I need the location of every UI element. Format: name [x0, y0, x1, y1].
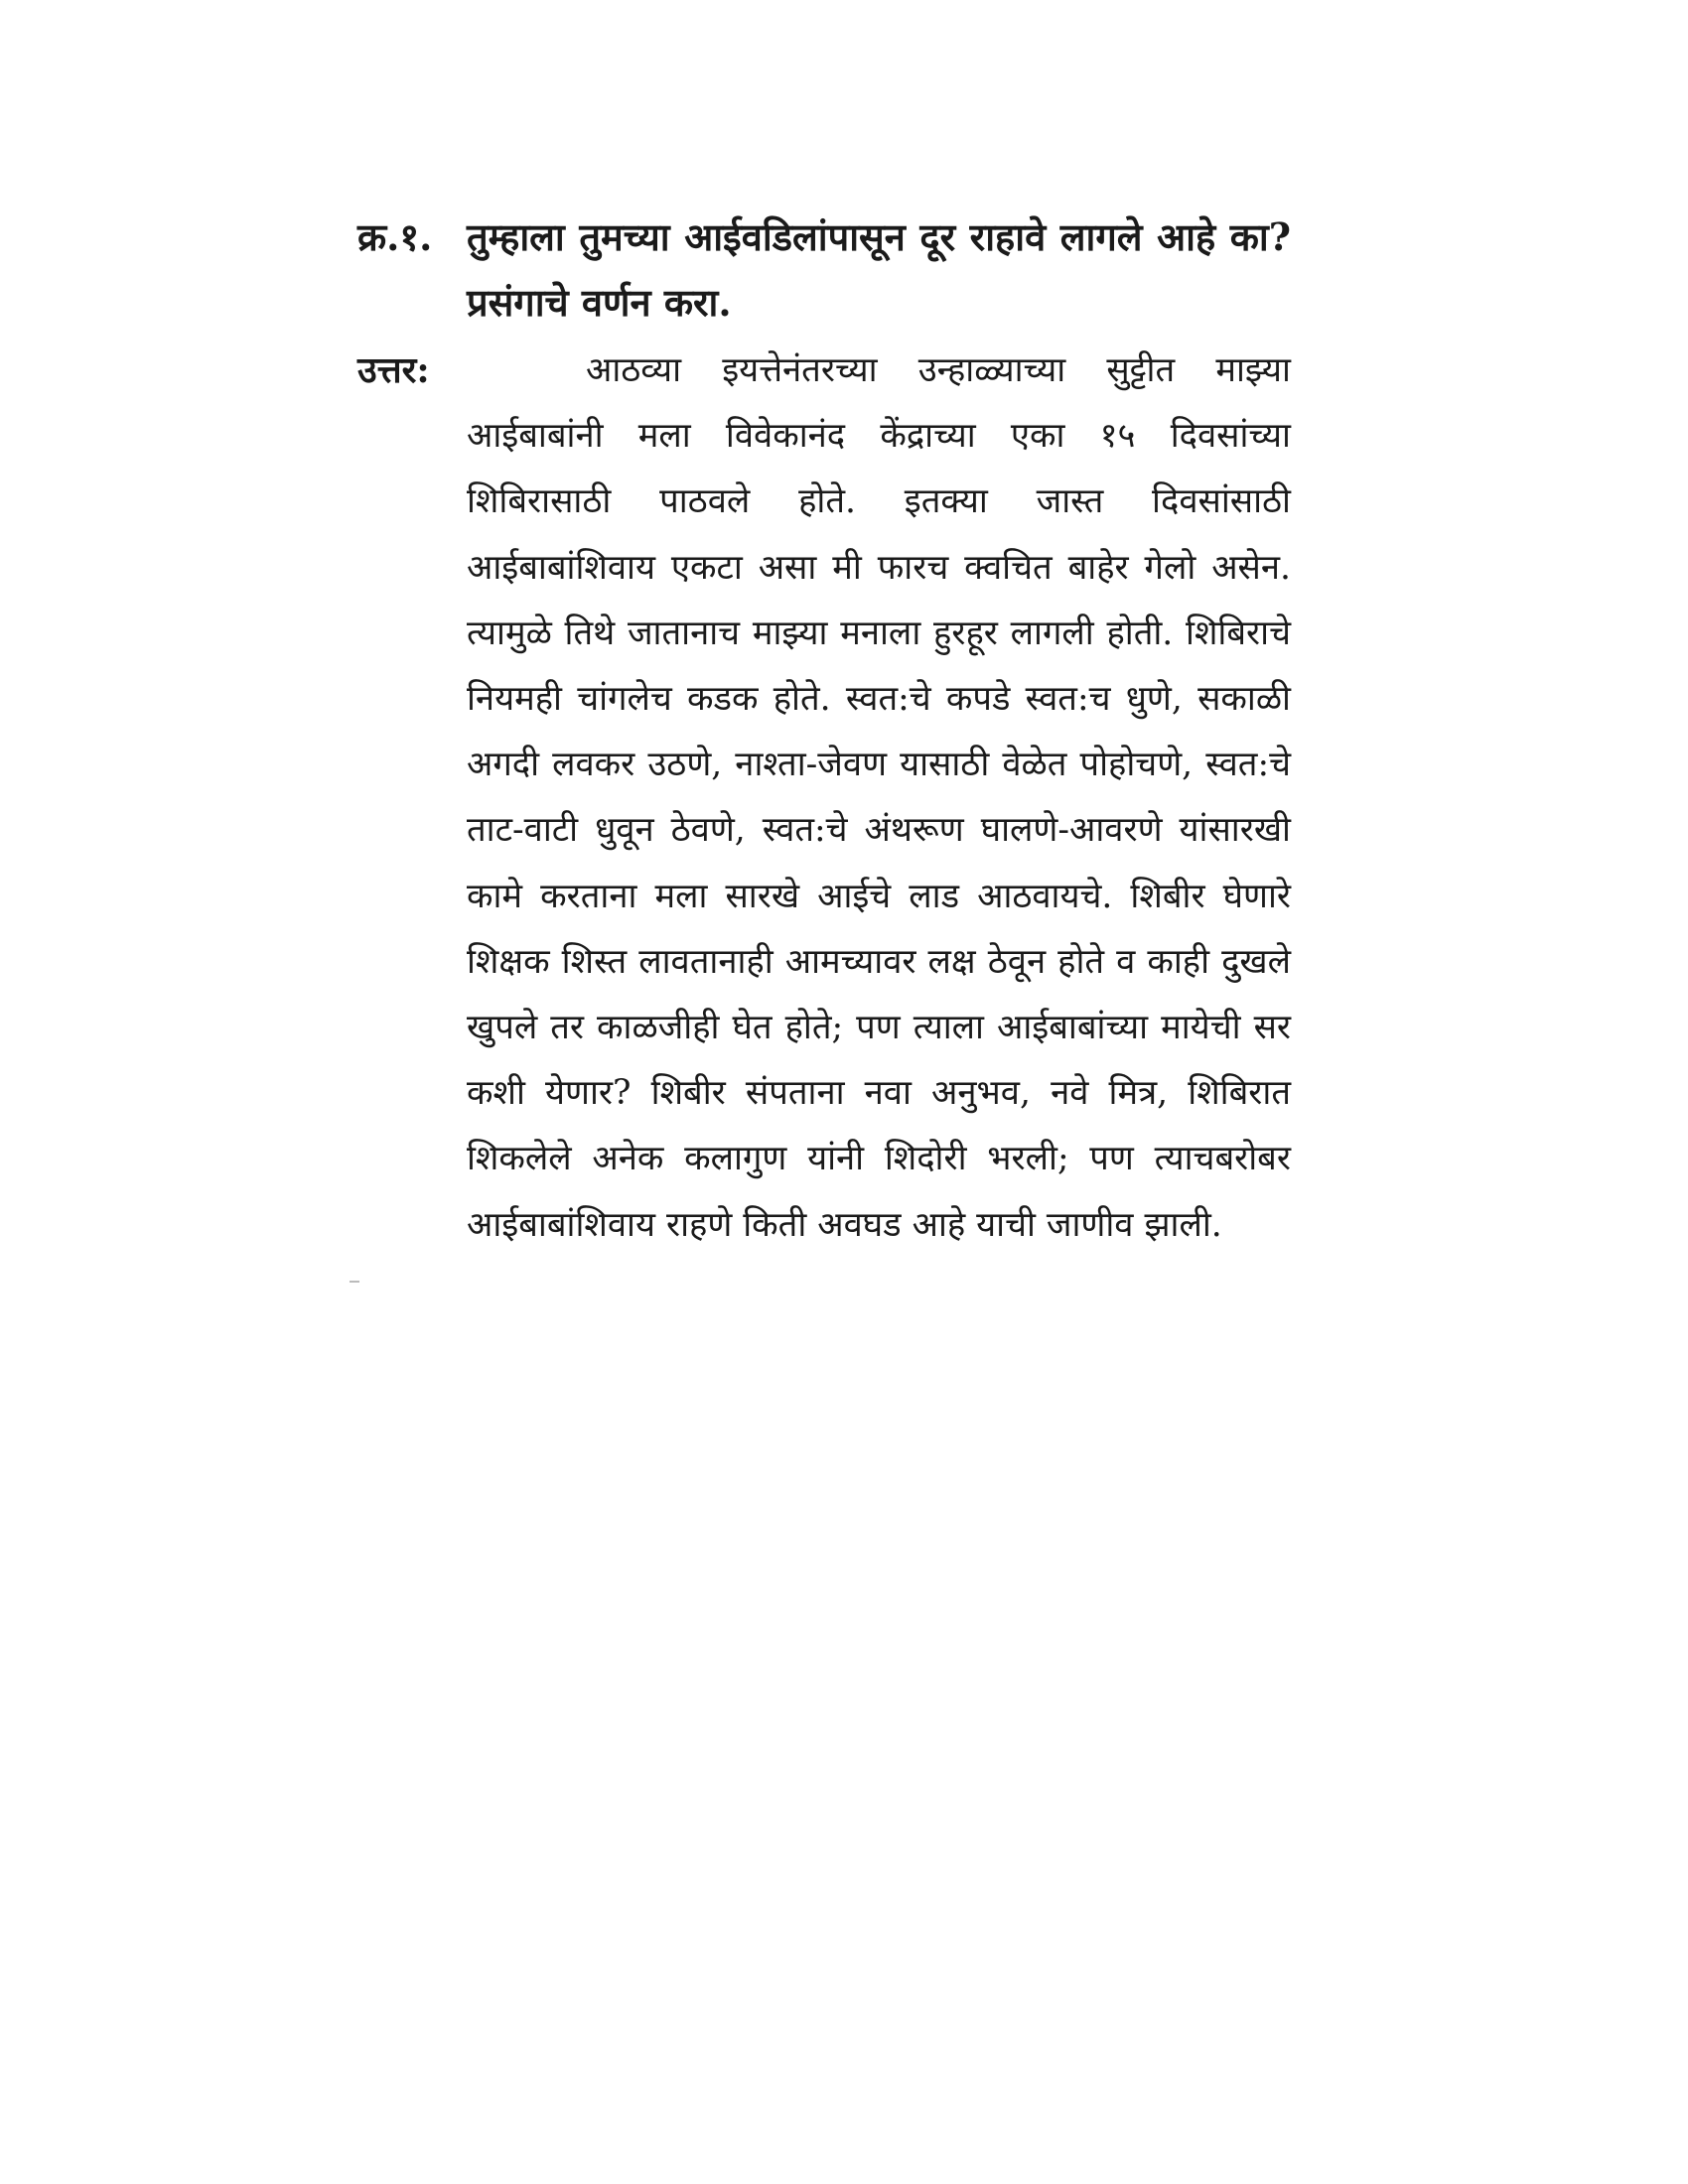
answer-paragraph: आठव्या इयत्तेनंतरच्या उन्हाळ्याच्या सुट्टीत माझ्या आईबाबांनी मला विवेकानंद केंद्राच्या एका १५ दिवसांच्या शिबिरासाठी पाठवले होते. इतक्या जास्त दिवसांसाठी आईबाबांशिवाय एकटा असा मी फारच क्वचित बाहेर गेलो असेन. त्यामुळे तिथे जातानाच माझ्या मनाला हुरहूर लागली होती. शिबिराचे नियमही चांगलेच कडक होते. स्वत:चे कपडे स्वत:च धुणे, सकाळी अगदी लवकर उठणे, नाश्ता-जेवण यासाठी वेळेत पोहोचणे, स्वत:चे ताट-वाटी धुवून ठेवणे, स्वत:चे अंथरूण घालणे-आवरणे यांसारखी कामे करताना मला सारखे आईचे लाड आठवायचे. शिबीर घेणारे शिक्षक शिस्त लावतानाही आमच्यावर लक्ष ठेवून होते व काही दुखले खुपले तर काळजीही घेत होते; पण त्याला आईबाबांच्या मायेची सर कशी येणार? शिबीर संपताना नवा अनुभव, नवे मित्र, शिबिरात शिकलेले अनेक कलागुण यांनी शिदोरी भरली; पण त्याचबरोबर आईबाबांशिवाय राहणे किती अवघड आहे याची जाणीव झाली. — [467, 350, 1291, 1245]
question-text: तुम्हाला तुमच्या आईवडिलांपासून दूर राहावे लागले आहे का? प्रसंगाचे वर्णन करा. — [467, 214, 1291, 325]
question-number: क्र.१. — [357, 214, 433, 259]
question-block — [357, 205, 1291, 336]
scan-speck — [350, 1281, 359, 1283]
answer-label: उत्तर: — [357, 349, 430, 391]
